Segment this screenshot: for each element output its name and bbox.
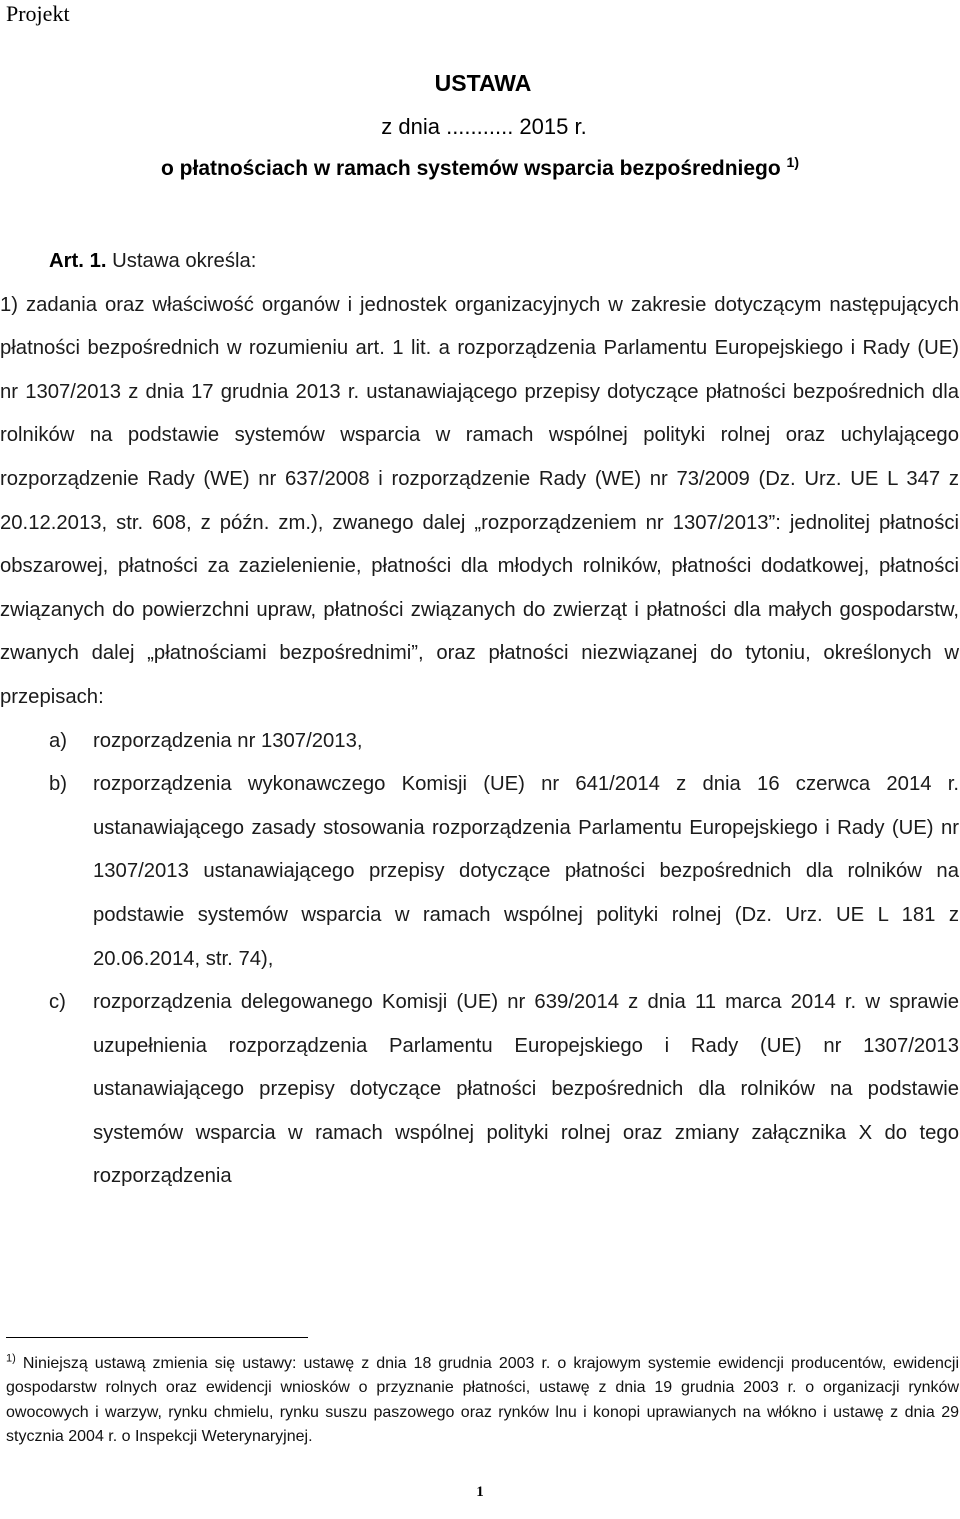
article-intro: Ustawa określa:: [112, 250, 257, 272]
act-subject: [0, 154, 960, 184]
article-label: Art. 1.: [49, 250, 107, 272]
point-1-number: 1): [0, 293, 19, 316]
footnote-text: Niniejszą ustawą zmienia się ustawy: ustawę z dnia 18 grudnia 2003 r. o krajowym systemie ewidencji producentów, ewidencji gospodarstw rolnych oraz ewidencji wniosków o przyznanie płatności, ustawę z dnia 19 grudnia 2003 r. o organizacji rynków owocowych i warzyw, rynku chmielu, rynku suszu paszowego oraz rynków lnu i konopi uprawianych na włókno i ustawę z dnia 29 stycznia 2004 r. o Inspekcji Weterynaryjnej.: [6, 1355, 959, 1446]
subpoint-b: [49, 763, 959, 981]
act-subject-text: o płatnościach w ramach systemów wsparcia bezpośredniego: [161, 157, 781, 180]
project-label: Projekt: [6, 1, 70, 26]
title-block: [0, 66, 960, 184]
act-title: USTAWA: [434, 70, 532, 96]
point-1-text: zadania oraz właściwość organów i jednostek organizacyjnych w zakresie dotyczącym następujących płatności bezpośrednich w rozumieniu art. 1 lit. a rozporządzenia Parlamentu Europejskiego i Rady (UE) nr 1307/2013 z dnia 17 grudnia 2013 r. ustanawiającego przepisy dotyczące płatności bezpośrednich dla rolników na podstawie systemów wsparcia w ramach wspólnej polityki rolnej oraz uchylającego rozporządzenie Rady (WE) nr 637/2008 i rozporządzenie Rady (WE) nr 73/2009 (Dz. Urz. UE L 347 z 20.12.2013, str. 608, z późn. zm.), zwanego dalej „rozporządzeniem nr 1307/2013”: jednolitej płatności obszarowej, płatności za zazielenienie, płatności dla młodych rolników, płatności dodatkowej, płatności związanych do powierzchni upraw, płatności związanych do zwierząt i płatności dla małych gospodarstw, zwanych dalej „płatnościami bezpośrednimi”, oraz płatności niezwiązanej do tytoniu, określonych w przepisach:: [0, 293, 959, 708]
subpoint-a-text: rozporządzenia nr 1307/2013,: [93, 729, 363, 752]
page-number: 1: [476, 1484, 484, 1500]
subpoint-b-marker: b): [49, 773, 68, 796]
footnote-separator: [6, 1337, 308, 1338]
article-body: [0, 240, 959, 1199]
footnote-reference: 1): [786, 154, 799, 170]
footnote-marker: 1): [6, 1352, 16, 1365]
subpoint-b-text: rozporządzenia wykonawczego Komisji (UE) nr 641/2014 z dnia 16 czerwca 2014 r. ustanawiającego zasady stosowania rozporządzenia Parlamentu Europejskiego i Rady (UE) nr 1307/2013 ustanawiającego przepisy dotyczące płatności bezpośrednich dla rolników na podstawie systemów wsparcia w ramach wspólnej polityki rolnej (Dz. Urz. UE L 181 z 20.06.2014, str. 74),: [93, 773, 959, 970]
subpoint-a: [49, 720, 959, 764]
article-1-heading: [49, 240, 959, 284]
footnote: [6, 1352, 959, 1450]
subpoint-c: [49, 981, 959, 1199]
act-date: z dnia ........... 2015 r.: [381, 114, 587, 139]
point-1: [0, 284, 959, 720]
subpoint-c-marker: c): [49, 991, 66, 1014]
subpoint-a-marker: a): [49, 729, 68, 752]
subpoint-c-text: rozporządzenia delegowanego Komisji (UE) nr 639/2014 z dnia 11 marca 2014 r. w sprawie uzupełnienia rozporządzenia Parlamentu Europejskiego i Rady (UE) nr 1307/2013 ustanawiającego przepisy dotyczące płatności bezpośrednich dla rolników na podstawie systemów wsparcia w ramach wspólnej polityki rolnej oraz zmiany załącznika X do tego rozporządzenia: [93, 991, 959, 1188]
